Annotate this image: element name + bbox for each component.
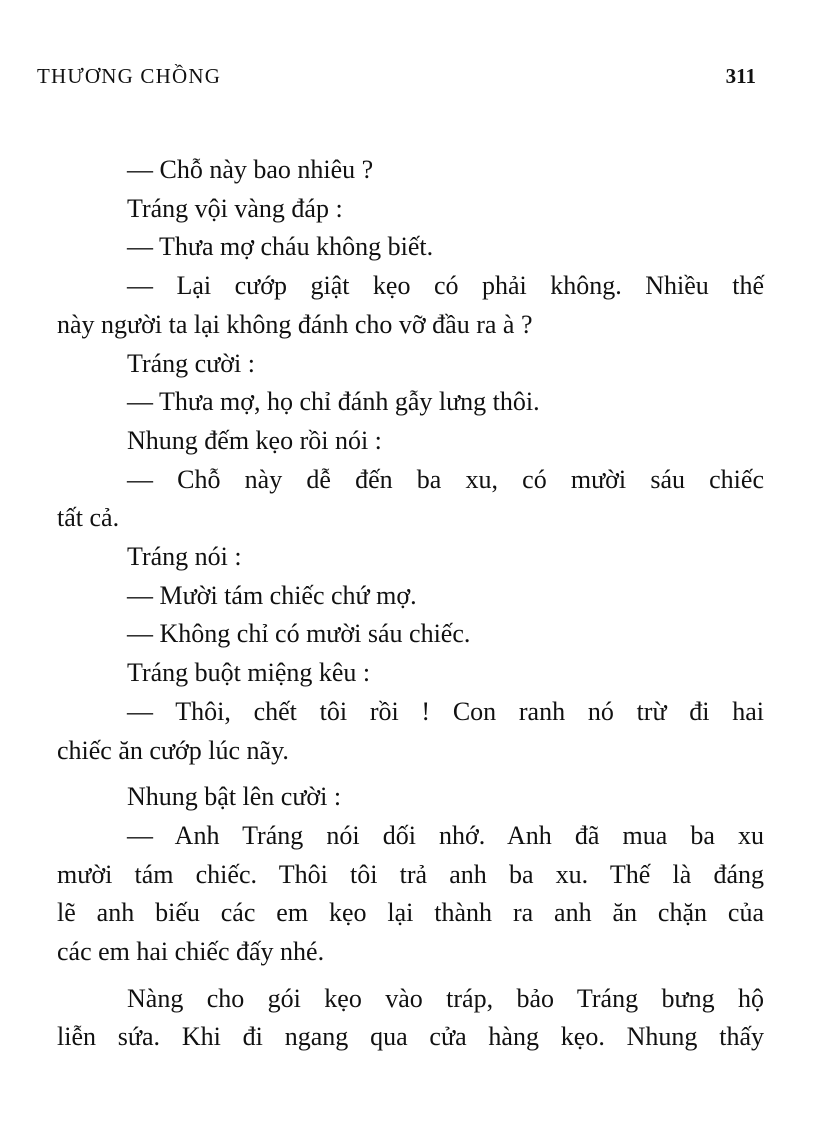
text-line: Nàng cho gói kẹo vào tráp, bảo Tráng bưng hộ [127, 983, 764, 1013]
text-line: Tráng nói : [127, 542, 242, 572]
body-text [57, 151, 764, 1057]
text-line: — Không chỉ có mười sáu chiếc. [127, 619, 471, 649]
text-line: này người ta lại không đánh cho vỡ đầu ra à ? [57, 309, 533, 339]
text-line: — Thôi, chết tôi rồi ! Con ranh nó trừ đi hai [127, 696, 764, 726]
text-line: chiếc ăn cướp lúc nãy. [57, 735, 289, 765]
text-line: — Anh Tráng nói dối nhớ. Anh đã mua ba xu [127, 820, 764, 850]
text-line: — Mười tám chiếc chứ mợ. [127, 580, 417, 610]
text-line: tất cả. [57, 503, 120, 533]
paragraph-gap [57, 972, 764, 980]
running-head-title: THƯƠNG CHỒNG [37, 64, 222, 88]
text-line: lẽ anh biếu các em kẹo lại thành ra anh ăn chặn của [57, 898, 764, 928]
text-line: Nhung bật lên cười : [127, 782, 342, 812]
page-number: 311 [725, 64, 756, 88]
text-line: liễn sứa. Khi đi ngang qua cửa hàng kẹo. Nhung thấy [57, 1022, 764, 1052]
text-line: — Thưa mợ cháu không biết. [127, 232, 434, 262]
text-line: Tráng vội vàng đáp : [127, 193, 343, 223]
text-line: — Thưa mợ, họ chỉ đánh gẫy lưng thôi. [127, 387, 540, 417]
text-line: Tráng buột miệng kêu : [127, 658, 371, 688]
text-line: các em hai chiếc đấy nhé. [57, 937, 325, 967]
text-line: — Chỗ này dễ đến ba xu, có mười sáu chiếc [127, 464, 764, 494]
text-line: Tráng cười : [127, 348, 255, 378]
text-line: — Chỗ này bao nhiêu ? [127, 155, 374, 184]
text-line: — Lại cướp giật kẹo có phải không. Nhiều thế [127, 271, 764, 301]
text-line: Nhung đếm kẹo rồi nói : [127, 425, 382, 455]
paragraph-gap [57, 770, 764, 778]
text-line: mười tám chiếc. Thôi tôi trả anh ba xu. Thế là đáng [57, 859, 764, 889]
